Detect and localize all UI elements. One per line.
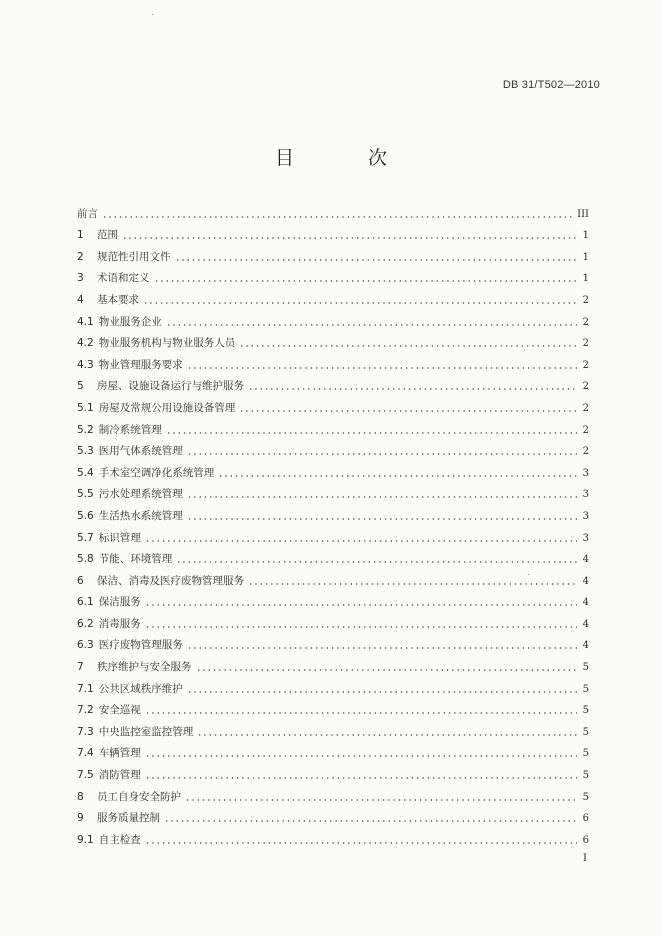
toc-entry-page: 5 — [582, 683, 589, 695]
toc-entry-title: 安全巡视 — [98, 704, 141, 717]
toc-entry — [77, 588, 589, 610]
toc-entry-title: 物业服务企业 — [98, 315, 162, 328]
toc-entry-title: 房屋及常规公用设施设备管理 — [98, 401, 236, 414]
toc-entry-title: 制冷系统管理 — [98, 423, 162, 436]
toc-entry — [77, 285, 589, 307]
toc-entry-number: 5.2 — [77, 423, 94, 436]
dot-leader — [145, 625, 577, 629]
toc-entry-number: 8 — [77, 790, 84, 803]
toc-entry-title: 前言 — [77, 207, 98, 220]
toc-entry-page: 4 — [582, 554, 589, 566]
toc-entry-page: 2 — [582, 424, 589, 436]
toc-entry — [77, 631, 589, 653]
toc-entry-title: 节能、环境管理 — [98, 553, 173, 566]
toc-entry-title: 医用气体系统管理 — [98, 445, 183, 458]
toc-entry-number: 5.5 — [77, 488, 94, 501]
dot-leader — [187, 495, 577, 499]
toc-entry-title: 生活热水系统管理 — [98, 509, 183, 522]
dot-leader — [145, 776, 577, 780]
toc-entry-page: III — [577, 208, 589, 220]
toc-entry-number: 1 — [77, 229, 84, 242]
dot-leader — [248, 387, 577, 391]
toc-entry-title: 车辆管理 — [98, 747, 141, 760]
toc-entry — [77, 652, 589, 674]
toc-entry — [77, 566, 589, 588]
dot-leader — [196, 668, 578, 672]
toc-entry-title: 房屋、设施设备运行与维护服务 — [97, 380, 244, 393]
toc-entry-title: 污水处理系统管理 — [98, 488, 183, 501]
dot-leader — [239, 409, 577, 413]
toc-entry-page: 5 — [582, 662, 589, 674]
toc-entry-number: 9.1 — [77, 833, 94, 846]
dot-leader — [145, 711, 577, 715]
toc-entry — [77, 221, 589, 243]
dot-leader — [187, 452, 577, 456]
toc-entry — [77, 437, 589, 459]
toc-entry-title: 中央监控室监控管理 — [98, 725, 194, 738]
scan-speck — [528, 574, 529, 575]
toc-entry-number: 9 — [77, 812, 84, 825]
dot-leader — [197, 733, 577, 737]
toc-entry — [77, 501, 589, 523]
toc-entry-page: 1 — [582, 273, 589, 285]
dot-leader — [248, 582, 577, 586]
toc-entry — [77, 717, 589, 739]
dot-leader — [145, 754, 577, 758]
dot-leader — [175, 258, 578, 262]
toc-entry-page: 2 — [582, 402, 589, 414]
toc-entry-title: 物业服务机构与物业服务人员 — [98, 337, 236, 350]
toc-entry-page: 3 — [582, 532, 589, 544]
toc-entry-number: 6.1 — [77, 596, 94, 609]
toc-entry-title: 保洁、消毒及医疗废物管理服务 — [97, 574, 244, 587]
toc-entry-title: 保洁服务 — [98, 596, 141, 609]
dot-leader — [218, 474, 577, 478]
toc-entry — [77, 264, 589, 286]
toc-entry-number: 7.4 — [77, 747, 94, 760]
toc-entry-page: 2 — [582, 446, 589, 458]
dot-leader — [187, 517, 577, 521]
toc-entry-number: 7 — [77, 661, 84, 674]
toc-entry — [77, 825, 589, 847]
toc-entry-page: 3 — [582, 489, 589, 501]
toc-entry — [77, 609, 589, 631]
toc-entry-page: 2 — [582, 338, 589, 350]
page-number: I — [583, 853, 587, 864]
toc-entry-title: 自主检查 — [98, 833, 141, 846]
toc-entry-title: 医疗废物管理服务 — [98, 639, 183, 652]
toc-entry-number: 4.2 — [77, 337, 94, 350]
toc-entry — [77, 674, 589, 696]
toc-entry-page: 5 — [582, 705, 589, 717]
dot-leader — [166, 323, 577, 327]
toc-entry-title: 标识管理 — [98, 531, 141, 544]
toc-entry-title: 公共区域秩序维护 — [98, 682, 183, 695]
toc-entry-title: 基本要求 — [97, 293, 139, 306]
toc-entry-title: 术语和定义 — [97, 272, 150, 285]
dot-leader — [239, 344, 577, 348]
toc-entry-page: 4 — [582, 618, 589, 630]
toc-entry-page: 4 — [582, 597, 589, 609]
toc-entry — [77, 329, 589, 351]
toc-entry — [77, 458, 589, 480]
toc-entry-number: 7.5 — [77, 769, 94, 782]
toc-entry-title: 消毒服务 — [98, 617, 141, 630]
dot-leader — [187, 366, 577, 370]
toc-entry — [77, 242, 589, 264]
toc-entry-number: 6.3 — [77, 639, 94, 652]
toc-entry-number: 5.4 — [77, 466, 94, 479]
toc-entry-page: 1 — [582, 251, 589, 263]
toc-entry-number: 5 — [77, 380, 84, 393]
table-of-contents — [77, 199, 589, 847]
toc-entry — [77, 545, 589, 567]
dot-leader — [164, 819, 577, 823]
dot-leader — [154, 279, 578, 283]
dot-leader — [102, 215, 573, 219]
dot-leader — [122, 236, 577, 240]
dot-leader — [145, 603, 577, 607]
toc-entry-number: 7.3 — [77, 725, 94, 738]
toc-entry-title: 服务质量控制 — [97, 812, 160, 825]
dot-leader — [145, 841, 577, 845]
toc-entry-number: 7.2 — [77, 704, 94, 717]
toc-entry — [77, 350, 589, 372]
dot-leader — [187, 646, 577, 650]
toc-entry-title: 物业管理服务要求 — [98, 358, 183, 371]
toc-entry-title: 范围 — [97, 229, 118, 242]
scan-speck — [152, 14, 153, 15]
toc-entry-number: 3 — [77, 272, 84, 285]
toc-entry — [77, 307, 589, 329]
toc-entry-page: 2 — [582, 381, 589, 393]
toc-entry-number: 6 — [77, 574, 84, 587]
document-code: DB 31/T502—2010 — [502, 79, 600, 91]
dot-leader — [166, 431, 577, 435]
toc-entry-number: 5.3 — [77, 445, 94, 458]
toc-entry-page: 2 — [582, 294, 589, 306]
toc-entry — [77, 760, 589, 782]
toc-entry-number: 5.6 — [77, 509, 94, 522]
toc-entry-page: 3 — [582, 510, 589, 522]
toc-entry — [77, 696, 589, 718]
toc-entry-page: 2 — [582, 316, 589, 328]
toc-entry — [77, 199, 589, 221]
toc-entry-title: 秩序维护与安全服务 — [97, 661, 192, 674]
dot-leader — [176, 560, 577, 564]
toc-entry — [77, 782, 589, 804]
toc-entry-number: 6.2 — [77, 617, 94, 630]
toc-entry-title: 手术室空调净化系统管理 — [98, 466, 215, 479]
toc-entry-page: 3 — [582, 467, 589, 479]
toc-entry-page: 5 — [582, 748, 589, 760]
toc-title: 目 次 — [274, 147, 422, 169]
toc-entry-number: 4 — [77, 293, 84, 306]
toc-entry — [77, 372, 589, 394]
toc-entry-title: 员工自身安全防护 — [97, 790, 181, 803]
toc-entry-page: 4 — [582, 575, 589, 587]
dot-leader — [187, 690, 577, 694]
toc-entry-title: 规范性引用文件 — [97, 250, 171, 263]
toc-entry-page: 2 — [582, 359, 589, 371]
toc-entry-page: 5 — [582, 726, 589, 738]
toc-entry-number: 4.3 — [77, 358, 94, 371]
toc-entry-page: 6 — [582, 834, 589, 846]
toc-entry-number: 7.1 — [77, 682, 94, 695]
toc-entry — [77, 480, 589, 502]
toc-entry-number: 5.8 — [77, 553, 94, 566]
toc-entry — [77, 393, 589, 415]
toc-entry — [77, 415, 589, 437]
toc-entry-page: 5 — [582, 770, 589, 782]
toc-entry-page: 5 — [582, 791, 589, 803]
toc-entry-number: 5.7 — [77, 531, 94, 544]
toc-entry — [77, 804, 589, 826]
toc-entry — [77, 739, 589, 761]
toc-entry-page: 1 — [582, 230, 589, 242]
toc-entry-number: 4.1 — [77, 315, 94, 328]
toc-entry-page: 6 — [582, 813, 589, 825]
toc-entry — [77, 523, 589, 545]
dot-leader — [145, 539, 577, 543]
toc-entry-number: 5.1 — [77, 401, 94, 414]
dot-leader — [143, 301, 577, 305]
toc-entry-title: 消防管理 — [98, 769, 141, 782]
toc-entry-page: 4 — [582, 640, 589, 652]
dot-leader — [185, 798, 577, 802]
toc-entry-number: 2 — [77, 250, 84, 263]
